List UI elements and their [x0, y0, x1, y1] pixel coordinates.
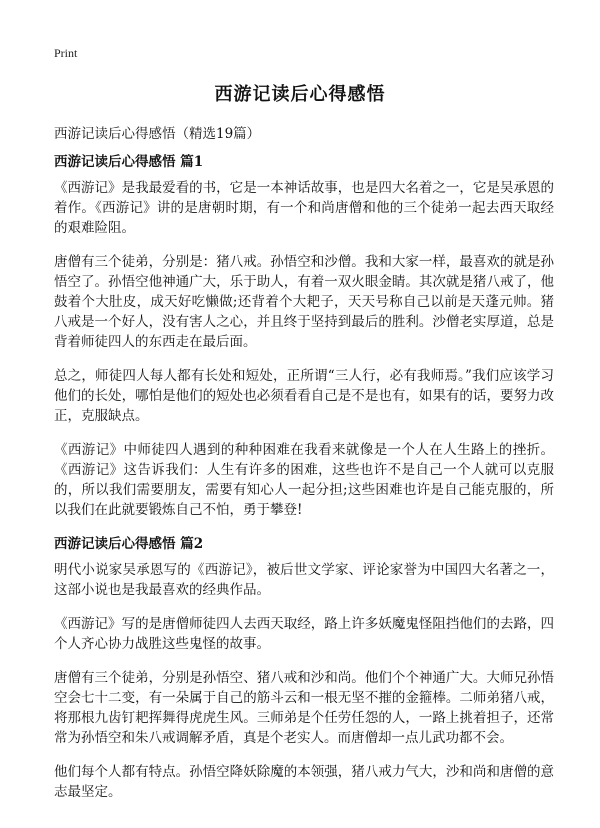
paragraph: 《西游记》是我最爱看的书，它是一本神话故事，也是四大名着之一，它是吴承恩的着作。《西游记》讲的是唐朝时期，有一个和尚唐僧和他的三个徒弟一起去西天取经的艰难险阻。	[54, 180, 554, 236]
paragraph: 《西游记》中师徒四人遇到的种种困难在我看来就像是一个人在人生路上的挫折。《西游记》这告诉我们：人生有许多的困难，这些也许不是自己一个人就可以克服的，所以我们需要朋友，需要有知心人一起分担;这些困难也许是自己能克服的，所以我们在此就要锻炼自己不怕，勇于攀登!	[54, 442, 554, 518]
paragraph: 总之，师徒四人每人都有长处和短处，正所谓“三人行，必有我师焉。”我们应该学习他们的长处，哪怕是他们的短处也必须看看自己是不是也有，如果有的话，要努力改正，克服缺点。	[54, 368, 554, 424]
paragraph: 唐僧有三个徒弟，分别是：猪八戒。孙悟空和沙僧。我和大家一样，最喜欢的就是孙悟空了。孙悟空他神通广大，乐于助人，有着一双火眼金睛。其次就是猪八戒了，他鼓着个大肚皮，成天好吃懒做;还背着个大耙子，天天号称自己以前是天蓬元帅。猪八戒是一个好人，没有害人之心，并且终于坚持到最后的胜利。沙僧老实厚道，总是背着师徒四人的东西走在最后面。	[54, 254, 554, 350]
page-title: 西游记读后心得感悟	[214, 84, 386, 105]
paragraph: 唐僧有三个徒弟，分别是孙悟空、猪八戒和沙和尚。他们个个神通广大。大师兄孙悟空会七十二变，有一朵属于自己的筋斗云和一根无坚不摧的金箍棒。二师弟猪八戒，将那根九齿钉耙挥舞得虎虎生风。三师弟是个任劳任怨的人，一路上挑着担子，还常常为孙悟空和朱八戒调解矛盾，真是个老实人。而唐僧却一点儿武功都不会。	[54, 670, 554, 746]
paragraph: 他们每个人都有特点。孙悟空降妖除魔的本领强，猪八戒力气大，沙和尚和唐僧的意志最坚定。	[54, 764, 554, 800]
section-heading: 西游记读后心得感悟 篇1	[54, 154, 204, 170]
print-link[interactable]: Print	[54, 46, 78, 60]
section-1	[54, 152, 554, 520]
paragraph: 《西游记》写的是唐僧师徒四人去西天取经，路上许多妖魔鬼怪阻挡他们的去路，四个人齐心协力战胜这些鬼怪的故事。	[54, 616, 554, 652]
section-2	[54, 534, 554, 802]
page-subtitle: 西游记读后心得感悟（精选19篇）	[54, 126, 261, 142]
paragraph: 明代小说家吴承恩写的《西游记》，被后世文学家、评论家誉为中国四大名著之一，这部小说也是我最喜欢的经典作品。	[54, 562, 554, 598]
article-body	[54, 152, 554, 816]
section-heading: 西游记读后心得感悟 篇2	[54, 536, 204, 552]
